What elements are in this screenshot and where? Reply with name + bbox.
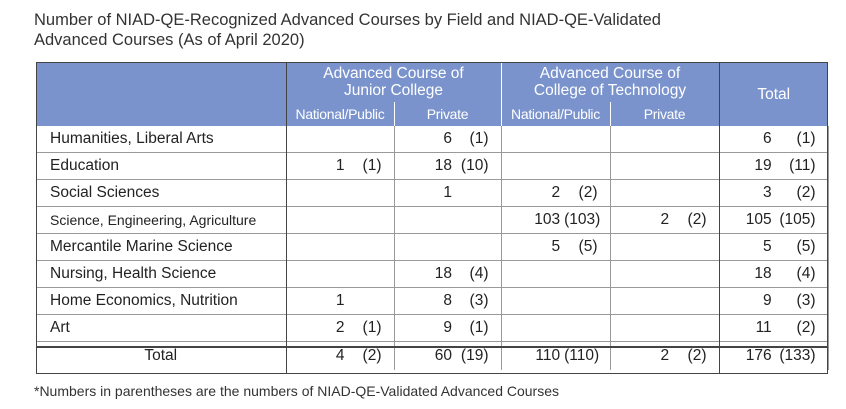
cell-validated-value: (2): [687, 347, 707, 364]
data-cell: [501, 261, 610, 288]
subheader-private: Private: [610, 102, 719, 126]
cell-value: 4: [335, 347, 345, 364]
total-header: Total: [719, 62, 828, 126]
data-cell: [610, 207, 719, 234]
cell-validated-value: (10): [460, 157, 489, 174]
data-cell: [610, 315, 719, 342]
cell-validated-value: (105): [779, 211, 816, 228]
cell-value: 60: [434, 347, 452, 364]
row-total-cell: [719, 126, 828, 153]
cell-validated-value: (110): [564, 347, 600, 364]
cell-validated-value: (3): [796, 292, 816, 309]
cell-validated-value: (1): [362, 157, 382, 174]
table-row: [36, 153, 828, 180]
total-row: [36, 342, 828, 371]
data-cell: [501, 180, 610, 207]
field-label: Nursing, Health Science: [36, 261, 286, 288]
data-cell: [394, 288, 501, 315]
field-header-cell: [36, 62, 286, 126]
cell-value: 2: [660, 211, 670, 228]
table-row: [36, 126, 828, 153]
cell-value: 110: [535, 347, 561, 364]
data-cell: [286, 288, 394, 315]
data-cell: [610, 261, 719, 288]
courses-table: [36, 62, 829, 370]
table-row: [36, 288, 828, 315]
cell-value: 176: [745, 347, 772, 364]
group-header-college-of-technology: [501, 62, 719, 102]
row-total-cell: [719, 207, 828, 234]
field-label: Mercantile Marine Science: [36, 234, 286, 261]
title-line-1: Number of NIAD-QE-Recognized Advanced Courses by Field and NIAD-QE-Validated: [34, 11, 661, 29]
cell-validated-value: (1): [796, 130, 816, 147]
data-cell: [610, 234, 719, 261]
cell-value: 105: [745, 211, 772, 228]
row-total-cell: [719, 234, 828, 261]
data-cell: [286, 153, 394, 180]
cell-value: 1: [335, 292, 345, 309]
data-cell: [610, 126, 719, 153]
data-cell: [286, 126, 394, 153]
subheader-private: Private: [394, 102, 501, 126]
cell-value: 6: [763, 130, 772, 147]
cell-value: 18: [434, 157, 452, 174]
data-cell: [610, 153, 719, 180]
cell-validated-value: (19): [460, 347, 489, 364]
cell-validated-value: (103): [564, 211, 601, 228]
cell-validated-value: (2): [578, 184, 598, 201]
table-row: [36, 315, 828, 342]
title-line-2: Advanced Courses (As of April 2020): [34, 31, 305, 49]
cell-value: 103: [534, 211, 561, 228]
cell-value: 9: [443, 319, 452, 336]
cell-validated-value: (2): [362, 347, 382, 364]
group-header-junior-college: [286, 62, 501, 102]
cell-value: 9: [763, 292, 772, 309]
cell-value: 11: [755, 319, 772, 336]
cell-validated-value: (4): [796, 265, 816, 282]
table-row: [36, 261, 828, 288]
field-label: Education: [36, 153, 286, 180]
data-cell: [286, 234, 394, 261]
data-cell: [501, 288, 610, 315]
row-total-cell: [719, 180, 828, 207]
cell-value: 5: [551, 238, 561, 255]
table-row: [36, 180, 828, 207]
cell-value: 8: [443, 292, 452, 309]
cell-value: 2: [335, 319, 345, 336]
data-cell: [394, 234, 501, 261]
row-total-cell: [719, 315, 828, 342]
cell-validated-value: (2): [687, 211, 707, 228]
table-body: [36, 126, 828, 370]
total-data-cell: [286, 342, 394, 371]
table-row: [36, 207, 828, 234]
cell-value: 1: [443, 184, 452, 201]
data-cell: [286, 207, 394, 234]
grand-total-cell: [719, 342, 828, 371]
cell-validated-value: (2): [796, 319, 816, 336]
cell-validated-value: (1): [362, 319, 382, 336]
field-label: Social Sciences: [36, 180, 286, 207]
cell-validated-value: (11): [789, 157, 816, 174]
data-cell: [286, 180, 394, 207]
data-cell: [394, 153, 501, 180]
footnote: *Numbers in parentheses are the numbers of NIAD-QE-Validated Advanced Courses: [34, 383, 560, 399]
data-cell: [286, 315, 394, 342]
data-cell: [394, 126, 501, 153]
cell-validated-value: (1): [469, 130, 489, 147]
data-cell: [610, 180, 719, 207]
data-cell: [394, 180, 501, 207]
row-total-cell: [719, 288, 828, 315]
data-cell: [394, 315, 501, 342]
total-data-cell: [501, 342, 610, 371]
cell-value: 18: [434, 265, 452, 282]
data-cell: [501, 315, 610, 342]
data-cell: [501, 207, 610, 234]
data-cell: [501, 126, 610, 153]
total-data-cell: [610, 342, 719, 371]
field-label: Science, Engineering, Agriculture: [36, 207, 286, 234]
total-row-label: Total: [36, 342, 286, 371]
total-data-cell: [394, 342, 501, 371]
data-cell: [610, 288, 719, 315]
cell-validated-value: (5): [796, 238, 816, 255]
data-cell: [286, 261, 394, 288]
group-header-line1: Advanced Course of: [323, 65, 464, 82]
cell-value: 6: [443, 130, 452, 147]
cell-value: 3: [763, 184, 772, 201]
cell-value: 1: [335, 157, 345, 174]
chart-title: [34, 10, 734, 50]
field-label: Art: [36, 315, 286, 342]
cell-validated-value: (133): [779, 347, 816, 364]
cell-validated-value: (3): [469, 292, 489, 309]
row-total-cell: [719, 153, 828, 180]
cell-value: 2: [551, 184, 561, 201]
cell-value: 5: [763, 238, 772, 255]
cell-validated-value: (5): [578, 238, 598, 255]
subheader-national-public: National/Public: [286, 102, 394, 126]
cell-validated-value: (2): [796, 184, 816, 201]
subheader-national-public: National/Public: [501, 102, 610, 126]
field-label: Humanities, Liberal Arts: [36, 126, 286, 153]
group-header-line2: College of Technology: [533, 82, 687, 99]
row-total-cell: [719, 261, 828, 288]
cell-validated-value: (1): [469, 319, 489, 336]
group-header-line2: Junior College: [343, 82, 444, 99]
cell-validated-value: (4): [469, 265, 489, 282]
data-cell: [394, 261, 501, 288]
cell-value: 19: [754, 157, 772, 174]
field-label: Home Economics, Nutrition: [36, 288, 286, 315]
data-cell: [501, 234, 610, 261]
table-row: [36, 234, 828, 261]
cell-value: 18: [754, 265, 772, 282]
group-header-line1: Advanced Course of: [539, 65, 681, 82]
cell-value: 2: [660, 347, 670, 364]
data-cell: [394, 207, 501, 234]
data-cell: [501, 153, 610, 180]
